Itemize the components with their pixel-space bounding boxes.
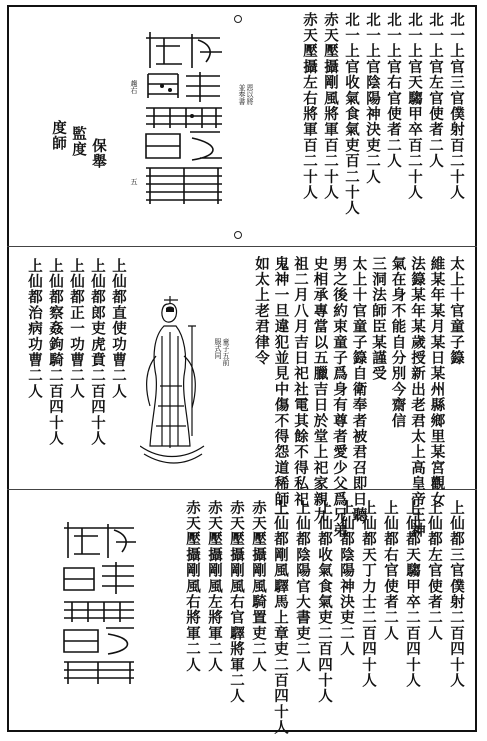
panel1-column-2: 北一上官左官使者二人 (427, 12, 444, 169)
panel3-column-10: 赤天壓攝剛風騎置吏二人 (250, 500, 267, 673)
signature-baoju: 保舉 (90, 138, 107, 170)
panel2-left-column-5: 上仙都治病功曹二人 (26, 258, 43, 400)
tiny-mark-1: 趨右 (130, 80, 138, 94)
panel2-note-2: 服式同 (214, 338, 222, 359)
panel1-note-1: 恩以將 (246, 84, 254, 105)
panel3-column-9: 上仙都剛風驛馬上章吏二百四十人 (272, 500, 289, 736)
signature-dushi: 度師 (50, 120, 67, 152)
panel1-note-2: 並奏書 (238, 84, 246, 105)
panel3-column-5: 上仙都天丁力士二百四十人 (360, 500, 377, 689)
panel2-column-1: 太上十官童子籙 (448, 256, 465, 366)
panel2-column-5: 三洞法師臣某謹受 (370, 256, 387, 382)
panel2-left-column-1: 上仙都直使功曹二人 (110, 258, 127, 400)
panel2-left-column-2: 上仙都郎吏虎賁二百四十人 (89, 258, 106, 447)
panel-divider-bottom (7, 489, 477, 490)
panel2-column-7: 男之後約束童子爲身有尊者愛少父爲兄弟 (331, 256, 348, 539)
panel2-column-6: 太上十官童子籙自衛奉者被君召即日聽 (350, 256, 368, 523)
panel3-column-7: 上仙都收氣食氣吏二百四十人 (316, 500, 333, 705)
panel2-column-10: 鬼神一旦違犯並見中傷不得怨道稀師一 (272, 256, 290, 523)
panel1-column-8: 赤天壓攝左右將軍百二十人 (301, 12, 318, 201)
panel2-left-column-3: 上仙都正一功曹二人 (68, 258, 85, 400)
panel2-column-9: 祖二月八月吉日祀社電其餘不得私祀 (292, 256, 309, 508)
ring-mark (234, 231, 242, 239)
panel1-column-1: 北一上官三官僕射百二十人 (448, 12, 465, 201)
panel2-note-1: 童子五前 (222, 338, 230, 366)
panel3-column-12: 赤天壓攝剛風左將軍二人 (206, 500, 223, 673)
signature-jiandu: 監度 (70, 126, 87, 158)
panel2-column-8: 史相承專當以五臘吉日於堂上祀家親九 (311, 256, 329, 523)
panel2-column-4: 氣在身不能自分別今齋信 (389, 256, 407, 429)
panel2-column-3: 法籙某年某歲授新出老君太上高皇帝王神 (409, 256, 426, 539)
panel3-column-1: 上仙都三官僕射二百四十人 (448, 500, 465, 689)
panel-divider-top (7, 246, 477, 247)
panel3-column-13: 赤天壓攝剛風右將軍二人 (184, 500, 201, 673)
panel2-column-11: 如太上老君律令 (253, 256, 270, 366)
panel1-column-5: 北一上官陰陽神決吏二人 (364, 12, 381, 185)
panel2-column-2: 維某年某月某日某州縣鄉里某宮觀女 (428, 256, 446, 508)
fu-talisman-seal-2 (58, 518, 140, 688)
panel1-column-3: 北一上官天騶甲卒百二十人 (406, 12, 423, 201)
tiny-mark-2: 五 (130, 178, 138, 185)
panel1-column-7: 赤天壓攝剛風將軍百二十人 (322, 12, 339, 201)
panel3-column-8: 上仙都陰陽官大書吏二人 (294, 500, 311, 673)
panel3-column-11: 赤天壓攝剛風右官驛將軍二人 (228, 500, 245, 705)
panel3-column-6: 上仙都陰陽神決吏二人 (338, 500, 355, 657)
panel1-column-6: 北一上官收氣食氣吏百二十人 (343, 12, 360, 217)
panel3-column-4: 上仙都右官使者二人 (382, 500, 399, 642)
panel2-left-column-4: 上仙都察姦鉤騎二百四十人 (47, 258, 64, 447)
ring-mark (234, 15, 242, 23)
panel1-column-4: 北一上官右官使者二人 (385, 12, 402, 169)
immortal-figure (140, 296, 206, 466)
panel3-column-3: 上仙都天騶甲卒二百四十人 (404, 500, 421, 689)
panel3-column-2: 上仙都左官使者二人 (426, 500, 443, 642)
fu-talisman-seal-1 (140, 28, 228, 206)
